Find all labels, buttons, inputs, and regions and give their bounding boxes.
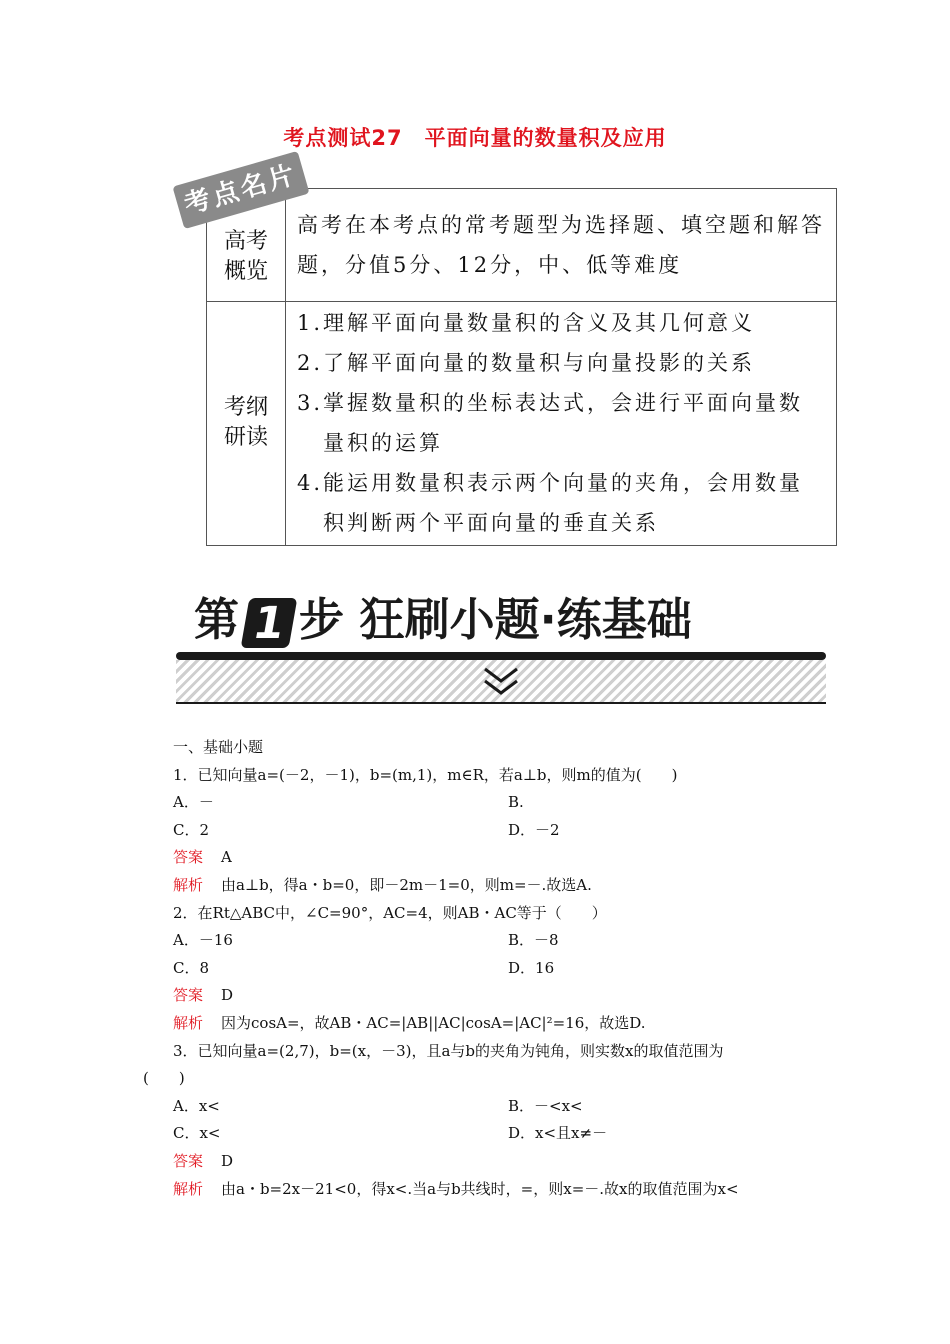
chevron-down-icon <box>481 661 521 701</box>
option-row <box>173 789 833 817</box>
answer-label: 答案 <box>173 986 204 1005</box>
option-d: D．x<且x≠－ <box>508 1124 608 1143</box>
banner-pre: 第 <box>194 593 240 646</box>
overview-head-line2: 概览 <box>223 259 268 284</box>
explanation-label: 解析 <box>173 1179 204 1198</box>
option-row <box>173 927 833 955</box>
option-a: A．－16 <box>173 931 233 950</box>
banner-heading <box>194 590 692 650</box>
summary-table <box>206 188 837 546</box>
banner-post: 步 狂刷小题·练基础 <box>299 593 692 646</box>
question-stem: 3．已知向量a=(2,7)，b=(x，－3)，且a与b的夹角为钝角，则实数x的取值范围为 <box>173 1041 724 1060</box>
option-row <box>173 817 833 845</box>
option-c: C．2 <box>173 820 210 839</box>
syllabus-item: 4.能运用数量积表示两个向量的夹角，会用数量 <box>297 471 804 495</box>
option-c: C．8 <box>173 958 210 977</box>
syllabus-head-line2: 研读 <box>223 425 268 450</box>
explanation-text: 由a⊥b，得a・b=0，即－2m－1=0，则m=－.故选A. <box>221 875 592 894</box>
syllabus-item: 3.掌握数量积的坐标表达式，会进行平面向量数 <box>297 391 804 415</box>
syllabus-list <box>297 303 830 543</box>
explanation-row <box>173 1176 833 1204</box>
divider <box>285 301 286 545</box>
explanation-text: 因为cosA=，故AB・AC=|AB||AC|cosA=|AC|²=16，故选D. <box>221 1013 646 1032</box>
answer-row <box>173 1148 833 1176</box>
explanation-label: 解析 <box>173 1013 204 1032</box>
step-banner <box>176 590 826 715</box>
syllabus-head <box>207 393 285 453</box>
section-heading: 一、基础小题 <box>173 738 264 756</box>
answer-value: A <box>221 848 232 867</box>
answer-label: 答案 <box>173 848 204 867</box>
option-a: A．x< <box>173 1096 220 1115</box>
answer-label: 答案 <box>173 1151 204 1170</box>
stamp-label: 考点名片 <box>172 151 309 229</box>
overview-head-line1: 高考 <box>223 229 268 254</box>
option-b: B. <box>508 793 524 812</box>
question-stem-cont: ( ) <box>143 1069 185 1088</box>
answer-row <box>173 844 833 872</box>
syllabus-item: 量积的运算 <box>323 431 443 455</box>
option-c: C．x< <box>173 1124 221 1143</box>
explanation-text: 由a・b=2x－21<0，得x<.当a与b共线时，=，则x=－.故x的取值范围为x< <box>221 1179 739 1198</box>
explanation-row <box>173 872 833 900</box>
divider <box>285 189 286 301</box>
answer-value: D <box>221 1151 234 1170</box>
syllabus-item: 积判断两个平面向量的垂直关系 <box>323 511 659 535</box>
option-d: D．16 <box>508 958 555 977</box>
syllabus-item: 1.理解平面向量数量积的含义及其几何意义 <box>297 311 756 335</box>
option-row <box>173 1120 833 1148</box>
questions <box>143 734 833 1203</box>
option-d: D．－2 <box>508 820 560 839</box>
answer-row <box>173 982 833 1010</box>
question-stem: 2．在Rt△ABC中，∠C=90°，AC=4，则AB・AC等于（ ） <box>173 903 607 922</box>
option-row <box>173 955 833 983</box>
option-a: A．－ <box>173 793 214 812</box>
banner-bar <box>176 652 826 660</box>
overview-text: 高考在本考点的常考题型为选择题、填空题和解答题，分值5分、12分，中、低等难度 <box>297 213 825 277</box>
question-stem: 1．已知向量a=(－2，－1)，b=(m,1)，m∈R，若a⊥b，则m的值为( ) <box>173 765 678 784</box>
page-title: 考点测试27 平面向量的数量积及应用 <box>283 126 667 150</box>
overview-head <box>207 227 285 287</box>
syllabus-row <box>207 301 836 545</box>
banner-number: 1 <box>241 598 298 648</box>
syllabus-item: 2.了解平面向量的数量积与向量投影的关系 <box>297 351 756 375</box>
overview-row <box>207 189 836 302</box>
explanation-row <box>173 1010 833 1038</box>
option-b: B．－<x< <box>508 1096 583 1115</box>
option-row <box>173 1093 833 1121</box>
syllabus-head-line1: 考纲 <box>223 395 268 420</box>
explanation-label: 解析 <box>173 875 204 894</box>
option-b: B．－8 <box>508 931 559 950</box>
answer-value: D <box>221 986 234 1005</box>
